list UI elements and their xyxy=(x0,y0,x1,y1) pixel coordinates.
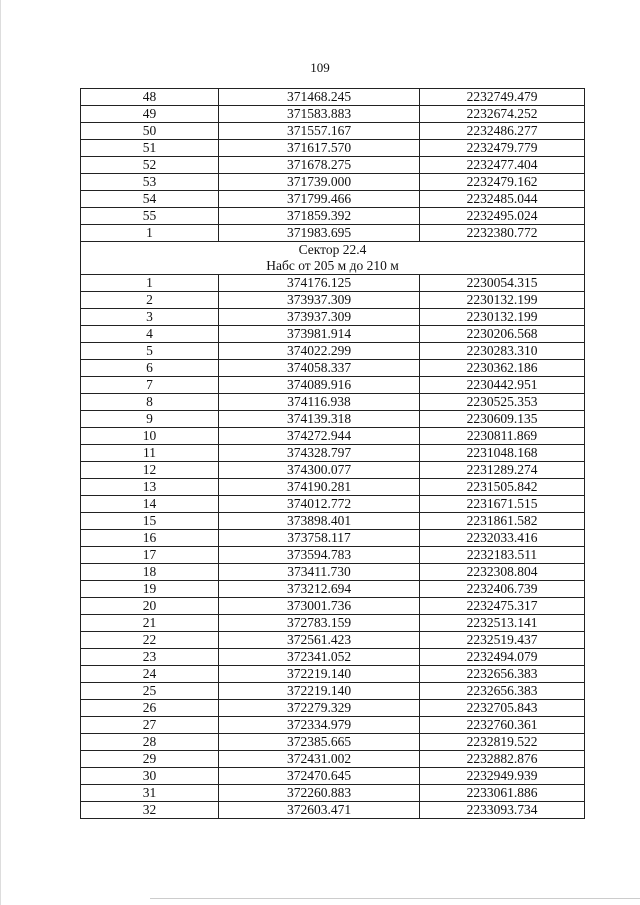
x-coordinate-cell: 372260.883 xyxy=(219,785,420,802)
table-row xyxy=(81,157,585,174)
sector-header-cell xyxy=(81,242,585,275)
point-number-cell: 22 xyxy=(81,632,219,649)
table-row xyxy=(81,174,585,191)
y-coordinate-cell: 2232479.779 xyxy=(420,140,585,157)
x-coordinate-cell: 373937.309 xyxy=(219,292,420,309)
point-number-cell: 1 xyxy=(81,275,219,292)
sector-subtitle: Набс от 205 м до 210 м xyxy=(266,258,399,273)
table-row xyxy=(81,123,585,140)
table-row xyxy=(81,496,585,513)
point-number-cell: 21 xyxy=(81,615,219,632)
point-number-cell: 24 xyxy=(81,666,219,683)
point-number-cell: 13 xyxy=(81,479,219,496)
x-coordinate-cell: 373594.783 xyxy=(219,547,420,564)
y-coordinate-cell: 2230811.869 xyxy=(420,428,585,445)
y-coordinate-cell: 2232033.416 xyxy=(420,530,585,547)
table-row xyxy=(81,581,585,598)
x-coordinate-cell: 372385.665 xyxy=(219,734,420,751)
y-coordinate-cell: 2231861.582 xyxy=(420,513,585,530)
x-coordinate-cell: 374022.299 xyxy=(219,343,420,360)
table-row xyxy=(81,191,585,208)
point-number-cell: 1 xyxy=(81,225,219,242)
table-row xyxy=(81,547,585,564)
y-coordinate-cell: 2232494.079 xyxy=(420,649,585,666)
y-coordinate-cell: 2232819.522 xyxy=(420,734,585,751)
point-number-cell: 11 xyxy=(81,445,219,462)
point-number-cell: 5 xyxy=(81,343,219,360)
x-coordinate-cell: 371678.275 xyxy=(219,157,420,174)
x-coordinate-cell: 374300.077 xyxy=(219,462,420,479)
table-row xyxy=(81,106,585,123)
point-number-cell: 27 xyxy=(81,717,219,734)
x-coordinate-cell: 372431.002 xyxy=(219,751,420,768)
y-coordinate-cell: 2230442.951 xyxy=(420,377,585,394)
y-coordinate-cell: 2232705.843 xyxy=(420,700,585,717)
table-row xyxy=(81,140,585,157)
table-row xyxy=(81,462,585,479)
point-number-cell: 53 xyxy=(81,174,219,191)
point-number-cell: 8 xyxy=(81,394,219,411)
point-number-cell: 3 xyxy=(81,309,219,326)
coordinates-table xyxy=(80,88,585,819)
table-row xyxy=(81,683,585,700)
x-coordinate-cell: 373411.730 xyxy=(219,564,420,581)
x-coordinate-cell: 371583.883 xyxy=(219,106,420,123)
x-coordinate-cell: 373758.117 xyxy=(219,530,420,547)
table-row xyxy=(81,428,585,445)
scan-bottom-line xyxy=(150,898,640,899)
x-coordinate-cell: 371468.245 xyxy=(219,89,420,106)
table-row xyxy=(81,394,585,411)
point-number-cell: 31 xyxy=(81,785,219,802)
point-number-cell: 19 xyxy=(81,581,219,598)
y-coordinate-cell: 2232479.162 xyxy=(420,174,585,191)
x-coordinate-cell: 374139.318 xyxy=(219,411,420,428)
y-coordinate-cell: 2232486.277 xyxy=(420,123,585,140)
point-number-cell: 52 xyxy=(81,157,219,174)
table-row xyxy=(81,89,585,106)
x-coordinate-cell: 374190.281 xyxy=(219,479,420,496)
x-coordinate-cell: 371859.392 xyxy=(219,208,420,225)
x-coordinate-cell: 372561.423 xyxy=(219,632,420,649)
point-number-cell: 28 xyxy=(81,734,219,751)
y-coordinate-cell: 2232656.383 xyxy=(420,666,585,683)
x-coordinate-cell: 372279.329 xyxy=(219,700,420,717)
x-coordinate-cell: 373981.914 xyxy=(219,326,420,343)
table-row xyxy=(81,326,585,343)
y-coordinate-cell: 2230054.315 xyxy=(420,275,585,292)
table-row xyxy=(81,632,585,649)
table-row xyxy=(81,802,585,819)
x-coordinate-cell: 374116.938 xyxy=(219,394,420,411)
table-row xyxy=(81,615,585,632)
x-coordinate-cell: 374328.797 xyxy=(219,445,420,462)
point-number-cell: 12 xyxy=(81,462,219,479)
point-number-cell: 49 xyxy=(81,106,219,123)
y-coordinate-cell: 2232308.804 xyxy=(420,564,585,581)
point-number-cell: 7 xyxy=(81,377,219,394)
x-coordinate-cell: 374058.337 xyxy=(219,360,420,377)
y-coordinate-cell: 2230283.310 xyxy=(420,343,585,360)
x-coordinate-cell: 371983.695 xyxy=(219,225,420,242)
table-row xyxy=(81,768,585,785)
point-number-cell: 32 xyxy=(81,802,219,819)
y-coordinate-cell: 2232949.939 xyxy=(420,768,585,785)
point-number-cell: 17 xyxy=(81,547,219,564)
point-number-cell: 25 xyxy=(81,683,219,700)
table-row xyxy=(81,309,585,326)
x-coordinate-cell: 372219.140 xyxy=(219,683,420,700)
table-row xyxy=(81,513,585,530)
table-row xyxy=(81,751,585,768)
sector-header-row xyxy=(81,242,585,275)
table-row xyxy=(81,666,585,683)
x-coordinate-cell: 371799.466 xyxy=(219,191,420,208)
x-coordinate-cell: 371739.000 xyxy=(219,174,420,191)
x-coordinate-cell: 372470.645 xyxy=(219,768,420,785)
table-row xyxy=(81,649,585,666)
x-coordinate-cell: 374176.125 xyxy=(219,275,420,292)
y-coordinate-cell: 2231505.842 xyxy=(420,479,585,496)
table-row xyxy=(81,598,585,615)
point-number-cell: 55 xyxy=(81,208,219,225)
sector-header xyxy=(81,242,585,275)
y-coordinate-cell: 2232475.317 xyxy=(420,598,585,615)
x-coordinate-cell: 374089.916 xyxy=(219,377,420,394)
table-row xyxy=(81,700,585,717)
x-coordinate-cell: 372341.052 xyxy=(219,649,420,666)
x-coordinate-cell: 373898.401 xyxy=(219,513,420,530)
point-number-cell: 10 xyxy=(81,428,219,445)
x-coordinate-cell: 372603.471 xyxy=(219,802,420,819)
point-number-cell: 50 xyxy=(81,123,219,140)
table-row xyxy=(81,208,585,225)
point-number-cell: 23 xyxy=(81,649,219,666)
y-coordinate-cell: 2231048.168 xyxy=(420,445,585,462)
y-coordinate-cell: 2232485.044 xyxy=(420,191,585,208)
y-coordinate-cell: 2232477.404 xyxy=(420,157,585,174)
x-coordinate-cell: 372219.140 xyxy=(219,666,420,683)
x-coordinate-cell: 374012.772 xyxy=(219,496,420,513)
page-number: 109 xyxy=(310,60,330,75)
table-row xyxy=(81,292,585,309)
x-coordinate-cell: 373212.694 xyxy=(219,581,420,598)
y-coordinate-cell: 2230132.199 xyxy=(420,309,585,326)
table-row xyxy=(81,225,585,242)
y-coordinate-cell: 2232406.739 xyxy=(420,581,585,598)
point-number-cell: 18 xyxy=(81,564,219,581)
x-coordinate-cell: 373001.736 xyxy=(219,598,420,615)
table-row xyxy=(81,360,585,377)
point-number-cell: 2 xyxy=(81,292,219,309)
y-coordinate-cell: 2231289.274 xyxy=(420,462,585,479)
table-row xyxy=(81,275,585,292)
y-coordinate-cell: 2232656.383 xyxy=(420,683,585,700)
table-row xyxy=(81,343,585,360)
x-coordinate-cell: 372334.979 xyxy=(219,717,420,734)
y-coordinate-cell: 2230132.199 xyxy=(420,292,585,309)
x-coordinate-cell: 371557.167 xyxy=(219,123,420,140)
table-row xyxy=(81,734,585,751)
point-number-cell: 6 xyxy=(81,360,219,377)
y-coordinate-cell: 2232882.876 xyxy=(420,751,585,768)
point-number-cell: 20 xyxy=(81,598,219,615)
y-coordinate-cell: 2233061.886 xyxy=(420,785,585,802)
sector-title: Сектор 22.4 xyxy=(298,242,367,257)
table-row xyxy=(81,530,585,547)
table-row xyxy=(81,411,585,428)
table-body-after xyxy=(81,275,585,819)
point-number-cell: 16 xyxy=(81,530,219,547)
y-coordinate-cell: 2230206.568 xyxy=(420,326,585,343)
table-row xyxy=(81,377,585,394)
point-number-cell: 51 xyxy=(81,140,219,157)
y-coordinate-cell: 2232513.141 xyxy=(420,615,585,632)
y-coordinate-cell: 2232183.511 xyxy=(420,547,585,564)
table-row xyxy=(81,785,585,802)
y-coordinate-cell: 2232749.479 xyxy=(420,89,585,106)
table-row xyxy=(81,564,585,581)
table-row xyxy=(81,717,585,734)
y-coordinate-cell: 2232380.772 xyxy=(420,225,585,242)
y-coordinate-cell: 2231671.515 xyxy=(420,496,585,513)
x-coordinate-cell: 374272.944 xyxy=(219,428,420,445)
y-coordinate-cell: 2232495.024 xyxy=(420,208,585,225)
y-coordinate-cell: 2232674.252 xyxy=(420,106,585,123)
point-number-cell: 54 xyxy=(81,191,219,208)
point-number-cell: 26 xyxy=(81,700,219,717)
x-coordinate-cell: 373937.309 xyxy=(219,309,420,326)
y-coordinate-cell: 2233093.734 xyxy=(420,802,585,819)
table-body-before xyxy=(81,89,585,242)
y-coordinate-cell: 2232519.437 xyxy=(420,632,585,649)
y-coordinate-cell: 2232760.361 xyxy=(420,717,585,734)
y-coordinate-cell: 2230525.353 xyxy=(420,394,585,411)
x-coordinate-cell: 371617.570 xyxy=(219,140,420,157)
x-coordinate-cell: 372783.159 xyxy=(219,615,420,632)
point-number-cell: 15 xyxy=(81,513,219,530)
point-number-cell: 29 xyxy=(81,751,219,768)
table-row xyxy=(81,445,585,462)
table-row xyxy=(81,479,585,496)
y-coordinate-cell: 2230362.186 xyxy=(420,360,585,377)
point-number-cell: 48 xyxy=(81,89,219,106)
point-number-cell: 14 xyxy=(81,496,219,513)
point-number-cell: 9 xyxy=(81,411,219,428)
y-coordinate-cell: 2230609.135 xyxy=(420,411,585,428)
point-number-cell: 30 xyxy=(81,768,219,785)
point-number-cell: 4 xyxy=(81,326,219,343)
scan-edge-line xyxy=(0,0,1,905)
